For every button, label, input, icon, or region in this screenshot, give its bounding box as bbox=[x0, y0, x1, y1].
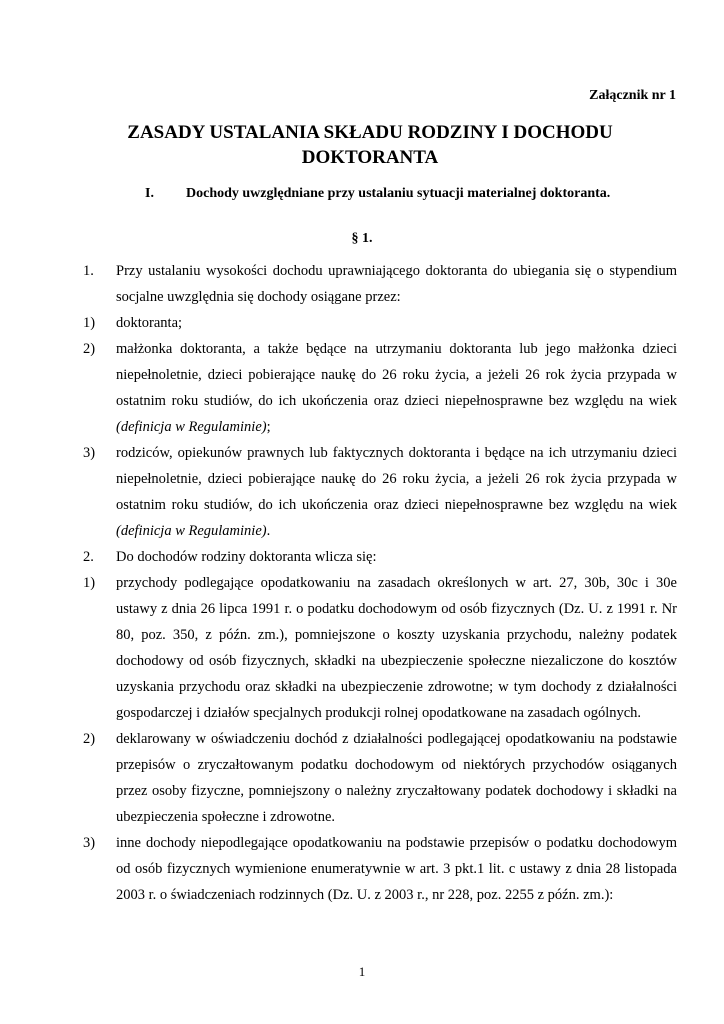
list-item bbox=[83, 830, 677, 908]
list-item bbox=[83, 440, 677, 544]
list-item bbox=[83, 336, 677, 440]
item-marker: 2) bbox=[83, 341, 96, 357]
paragraph-mark: § 1. bbox=[351, 231, 373, 246]
item-marker: 2) bbox=[83, 731, 96, 747]
list-item bbox=[83, 544, 677, 570]
section-heading bbox=[145, 186, 610, 202]
item-marker: 1. bbox=[83, 263, 94, 279]
item-tail: . bbox=[266, 523, 271, 539]
item-text: deklarowany w oświadczeniu dochód z działalności podlegającej opodatkowaniu na podstawie przepisów o zryczałtowanym podatku dochodowym od niektórych przychodów osiąganych przez osoby fizyczne, pomniejszony o należny zryczałtowany podatek dochodowy i składki na ubezpieczenia społeczne i zdrowotne. bbox=[116, 731, 677, 825]
list-item bbox=[83, 726, 677, 830]
item-text: Do dochodów rodziny doktoranta wlicza się: bbox=[116, 549, 377, 565]
item-marker: 3) bbox=[83, 835, 96, 851]
item-marker: 1) bbox=[83, 315, 96, 331]
item-marker: 1) bbox=[83, 575, 96, 591]
page-number: 1 bbox=[358, 964, 366, 979]
document-body bbox=[83, 258, 677, 908]
item-text: rodziców, opiekunów prawnych lub faktycznych doktoranta i będące na ich utrzymaniu dzieci niepełnoletnie, dzieci pobierające naukę do 26 roku życia, a jeżeli 26 rok życia przypada w ostatnim roku studiów, do ich ukończenia oraz dzieci niepełnosprawne bez względu na wiek bbox=[116, 445, 677, 513]
section-number: I. bbox=[145, 186, 154, 201]
item-text: małżonka doktoranta, a także będące na utrzymaniu doktoranta lub jego małżonka dzieci niepełnoletnie, dzieci pobierające naukę do 26 roku życia, a jeżeli 26 rok życia przypada w ostatnim roku studiów, do ich ukończenia oraz dzieci niepełnosprawne bez względu na wiek bbox=[116, 341, 677, 409]
item-text: doktoranta; bbox=[116, 315, 183, 331]
item-italic-note: (definicja w Regulaminie) bbox=[116, 523, 267, 539]
item-text: przychody podlegające opodatkowaniu na zasadach określonych w art. 27, 30b, 30c i 30e ustawy z dnia 26 lipca 1991 r. o podatku dochodowym od osób fizycznych (Dz. U. z 1991 r. Nr 80, poz. 350, z późn. zm.), pomniejszone o koszty uzyskania przychodu, należny podatek dochodowy od osób fizycznych, składki na ubezpieczenie społeczne niezaliczone do kosztów uzyskania przychodu oraz składki na ubezpieczenie zdrowotne; w tym dochody z działalności gospodarczej i działów specjalnych produkcji rolnej opodatkowane na zasadach ogólnych. bbox=[116, 575, 677, 721]
annex-label: Załącznik nr 1 bbox=[589, 88, 676, 103]
list-item bbox=[83, 570, 677, 726]
item-marker: 2. bbox=[83, 549, 94, 565]
item-text: Przy ustalaniu wysokości dochodu uprawniającego doktoranta do ubiegania się o stypendium socjalne uwzględnia się dochody osiągane przez: bbox=[116, 263, 677, 305]
document-title: ZASADY USTALANIA SKŁADU RODZINY I DOCHODU DOKTORANTA bbox=[127, 122, 613, 168]
list-item bbox=[83, 310, 677, 336]
item-marker: 3) bbox=[83, 445, 96, 461]
section-title: Dochody uwzględniane przy ustalaniu sytuacji materialnej doktoranta. bbox=[186, 186, 611, 201]
item-tail: ; bbox=[266, 419, 271, 435]
list-item bbox=[83, 258, 677, 310]
item-italic-note: (definicja w Regulaminie) bbox=[116, 419, 267, 435]
item-text: inne dochody niepodlegające opodatkowaniu na podstawie przepisów o podatku dochodowym od osób fizycznych wymienione enumeratywnie w art. 3 pkt.1 lit. c ustawy z dnia 28 listopada 2003 r. o świadczeniach rodzinnych (Dz. U. z 2003 r., nr 228, poz. 2255 z późn. zm.): bbox=[116, 835, 677, 903]
